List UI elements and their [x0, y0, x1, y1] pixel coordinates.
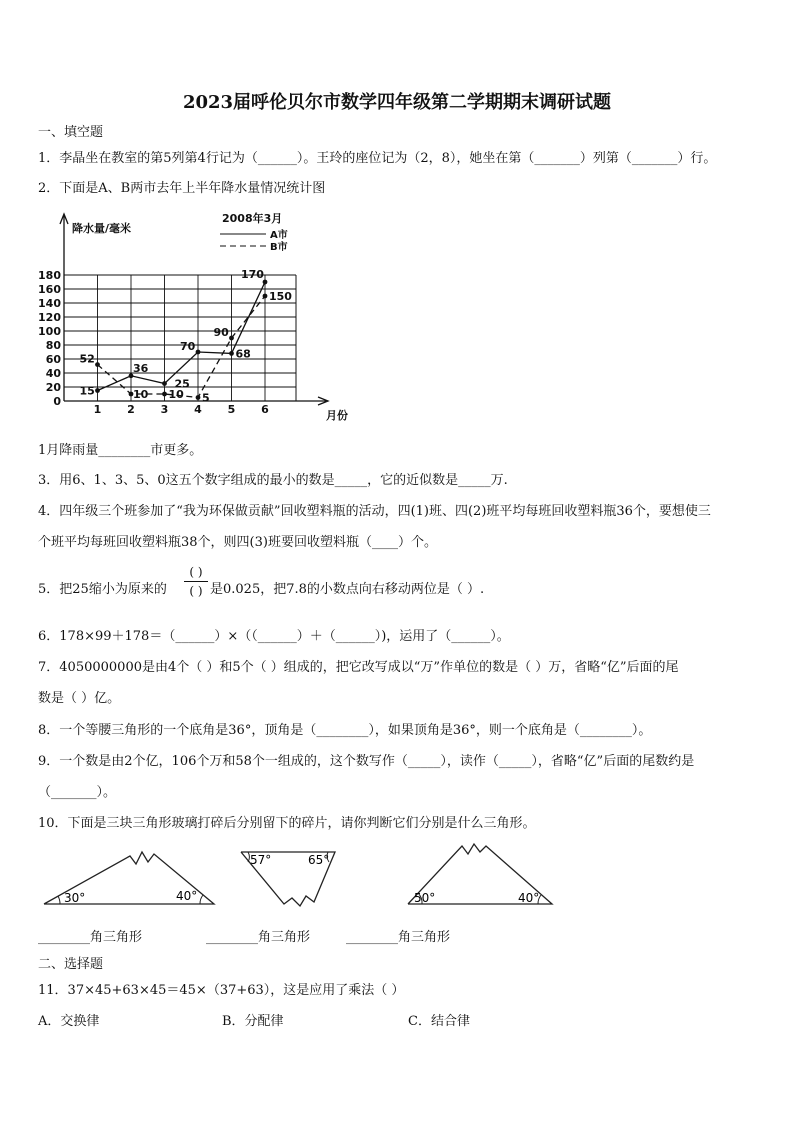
y-tick-label: 60 [45, 353, 61, 366]
triangle-2-angle-a: 57° [250, 853, 272, 867]
angle-arc-1b [200, 895, 203, 904]
data-label: 36 [133, 361, 149, 375]
section-heading-fill-blank: 一、填空题 [38, 125, 104, 140]
y-tick-label: 180 [38, 269, 61, 282]
legend-label: A市 [270, 230, 288, 241]
x-tick-label: 6 [261, 403, 269, 416]
data-label: 25 [174, 377, 190, 391]
y-tick-label: 120 [38, 311, 61, 324]
y-axis-label: 降水量/毫米 [72, 222, 132, 235]
section-heading-multiple-choice: 二、选择题 [38, 957, 104, 972]
option-b: B．分配律 [222, 1014, 284, 1029]
y-tick-label: 160 [38, 283, 61, 296]
y-tick-label: 140 [38, 297, 61, 310]
question-7-line-2: 数是（ ）亿。 [38, 691, 121, 706]
question-5-start: 5．把25缩小为原来的 [38, 582, 167, 597]
data-label: 10 [133, 388, 149, 401]
triangle-3-angle-b: 40° [518, 891, 540, 905]
x-tick-label: 1 [93, 403, 102, 416]
question-9-line-2: （_______）。 [38, 785, 117, 800]
y-tick-label: 100 [38, 325, 61, 338]
data-label: 5 [202, 391, 210, 405]
x-tick-label: 4 [194, 403, 202, 416]
triangle-1-answer: ________角三角形 [38, 930, 143, 945]
data-label: 90 [213, 326, 229, 339]
triangle-1-angle-a: 30° [64, 891, 86, 905]
data-point [263, 294, 268, 299]
data-point [162, 381, 167, 386]
fraction-numerator: ( ) [189, 565, 203, 579]
page-title: 2023届呼伦贝尔市数学四年级第二学期期末调研试题 [182, 92, 612, 113]
data-label: 10 [168, 388, 184, 401]
question-6: 6．178×99＋178＝（______）×（（______）＋（______）)，运用了（______）。 [38, 629, 510, 644]
data-label: 15 [79, 384, 95, 398]
fraction-bar [184, 581, 208, 582]
y-tick-label: 0 [53, 395, 61, 408]
triangle-2-angle-b: 65° [308, 853, 330, 867]
y-tick-label: 80 [45, 339, 61, 352]
question-2-blank: 1月降雨量________市更多。 [38, 443, 203, 458]
data-point [196, 395, 201, 400]
x-tick-label: 3 [160, 403, 169, 416]
y-tick-label: 20 [45, 381, 61, 394]
data-point [95, 388, 100, 393]
data-label: 170 [241, 268, 264, 281]
question-1: 1．李晶坐在教室的第5列第4行记为（______）。王玲的座位记为（2，8），她坐在第（_______）列第（_______）行。 [38, 151, 717, 166]
data-point [229, 336, 234, 341]
angle-arc-1a [58, 896, 60, 904]
triangle-3-answer: ________角三角形 [346, 930, 451, 945]
triangle-fragments [38, 840, 568, 920]
question-3: 3．用6、1、3、5、0这五个数字组成的最小的数是_____，它的近似数是_____万. [38, 473, 508, 488]
y-tick-label: 40 [45, 367, 61, 380]
question-7-line-1: 7．4050000000是由4个（ ）和5个（ ）组成的，把它改写成以“万”作单位的数是（ ）万，省略“亿”后面的尾 [38, 660, 679, 675]
data-point [229, 351, 234, 356]
data-point [196, 350, 201, 355]
data-point [162, 392, 167, 397]
triangle-1-angle-b: 40° [176, 889, 198, 903]
data-label: 150 [269, 290, 292, 303]
chart-title: 2008年3月 [222, 212, 283, 225]
question-9-line-1: 9．一个数是由2个亿，106个万和58个一组成的，这个数写作（_____），读作（_____），省略“亿”后面的尾数约是 [38, 754, 695, 769]
option-c: C．结合律 [408, 1014, 470, 1029]
question-5-fraction [184, 564, 208, 599]
option-a: A．交换律 [38, 1014, 100, 1029]
series-line-A市 [98, 282, 266, 391]
question-11: 11．37×45+63×45＝45×（37+63），这是应用了乘法（ ） [38, 983, 405, 998]
data-label: 68 [235, 347, 251, 361]
rainfall-line-chart [38, 204, 364, 428]
question-4-line-2: 个班平均每班回收塑料瓶38个，则四(3)班要回收塑料瓶（____）个。 [38, 535, 437, 550]
legend-label: B市 [270, 242, 288, 253]
data-label: 70 [180, 340, 196, 353]
question-10: 10．下面是三块三角形玻璃打碎后分别留下的碎片，请你判断它们分别是什么三角形。 [38, 816, 536, 831]
x-tick-label: 2 [127, 403, 135, 416]
question-2: 2．下面是A、B两市去年上半年降水量情况统计图 [38, 181, 326, 196]
triangle-3-angle-a: 50° [414, 891, 436, 905]
question-5-end: 是0.025，把7.8的小数点向右移动两位是（ ）. [210, 582, 485, 597]
question-8: 8．一个等腰三角形的一个底角是36°，顶角是（________），如果顶角是36°，则一个底角是（________）。 [38, 723, 652, 738]
question-4-line-1: 4．四年级三个班参加了“我为环保做贡献”回收塑料瓶的活动，四(1)班、四(2)班平均每班回收塑料瓶36个，要想使三 [38, 504, 711, 519]
data-point [95, 362, 100, 367]
fraction-denominator: ( ) [189, 584, 203, 598]
data-label: 52 [79, 352, 95, 366]
x-axis-label: 月份 [326, 409, 348, 422]
triangle-2-answer: ________角三角形 [206, 930, 311, 945]
x-tick-label: 5 [227, 403, 236, 416]
